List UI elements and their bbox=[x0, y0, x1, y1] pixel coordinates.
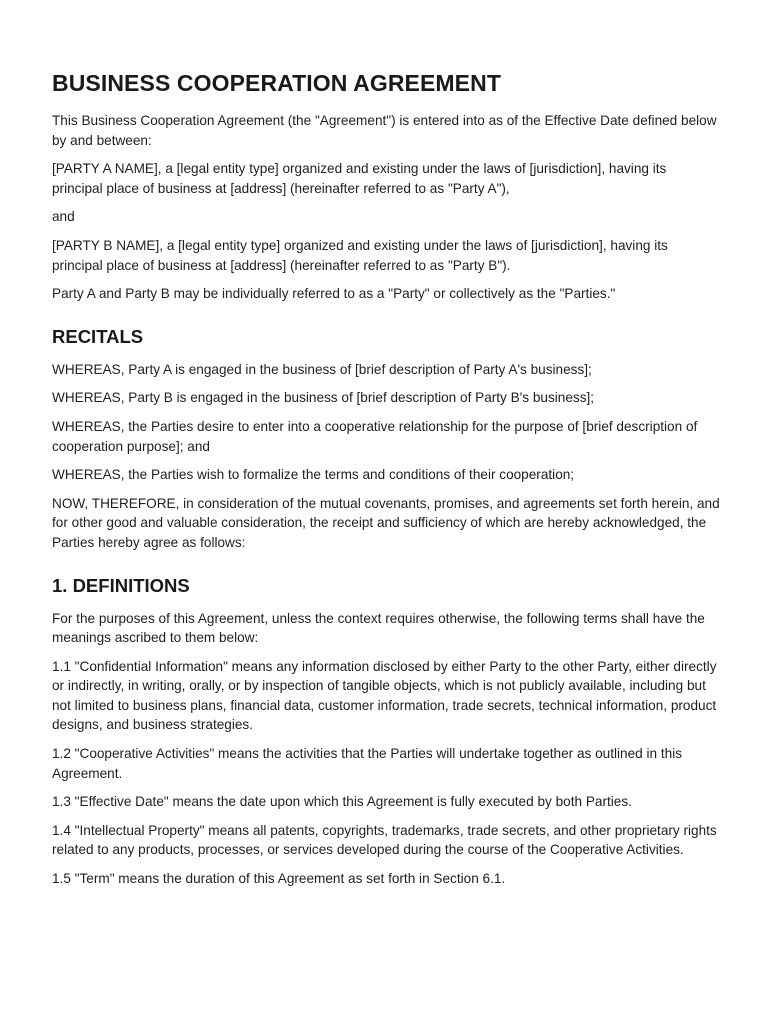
recitals-heading: RECITALS bbox=[52, 325, 144, 347]
recital-paragraph: NOW, THEREFORE, in consideration of the mutual covenants, promises, and agreements set forth herein, and for other good and valuable consideration, the receipt and sufficiency of which are hereby acknowledged, the Parties hereby agree as follows: bbox=[52, 495, 720, 550]
recital-paragraph: WHEREAS, the Parties wish to formalize the terms and conditions of their cooperation; bbox=[52, 467, 575, 483]
recital-paragraph: WHEREAS, Party A is engaged in the business of [brief description of Party A's business]; bbox=[52, 361, 592, 377]
document-title: BUSINESS COOPERATION AGREEMENT bbox=[52, 70, 501, 96]
definition-paragraph: 1.2 "Cooperative Activities" means the activities that the Parties will undertake together as outlined in this Agreement. bbox=[52, 746, 683, 781]
recital-paragraph: WHEREAS, Party B is engaged in the business of [brief description of Party B's business]; bbox=[52, 390, 595, 406]
intro-paragraph: This Business Cooperation Agreement (the "Agreement") is entered into as of the Effective Date defined below by and between: bbox=[52, 113, 717, 148]
parties-paragraph: Party A and Party B may be individually referred to as a "Party" or collectively as the "Parties." bbox=[52, 286, 616, 302]
definition-paragraph: 1.4 "Intellectual Property" means all patents, copyrights, trademarks, trade secrets, and other proprietary rights related to any products, processes, or services developed during the course of the Cooperative Activities. bbox=[52, 822, 717, 858]
definition-paragraph: 1.5 "Term" means the duration of this Agreement as set forth in Section 6.1. bbox=[52, 871, 506, 887]
recital-paragraph: WHEREAS, the Parties desire to enter into a cooperative relationship for the purpose of [brief description of cooperation purpose]; and bbox=[52, 418, 698, 454]
party-b-paragraph: [PARTY B NAME], a [legal entity type] organized and existing under the laws of [jurisdiction], having its principal place of business at [address] (hereinafter referred to as "Party B"). bbox=[52, 237, 668, 273]
definition-paragraph: 1.3 "Effective Date" means the date upon which this Agreement is fully executed by both Parties. bbox=[52, 794, 632, 810]
definitions-heading: 1. DEFINITIONS bbox=[52, 574, 190, 596]
party-a-paragraph: [PARTY A NAME], a [legal entity type] organized and existing under the laws of [jurisdiction], having its principal place of business at [address] (hereinafter referred to as "Party A"), bbox=[52, 161, 667, 196]
definition-paragraph: 1.1 "Confidential Information" means any information disclosed by either Party to the other Party, either directly or indirectly, in writing, orally, or by inspection of tangible objects, which is not publicly available, including but not limited to business plans, financial data, customer information, trade secrets, technical information, product designs, and business strategies. bbox=[52, 658, 717, 733]
and-paragraph: and bbox=[52, 209, 75, 225]
definition-paragraph: For the purposes of this Agreement, unless the context requires otherwise, the following terms shall have the meanings ascribed to them below: bbox=[52, 610, 705, 646]
